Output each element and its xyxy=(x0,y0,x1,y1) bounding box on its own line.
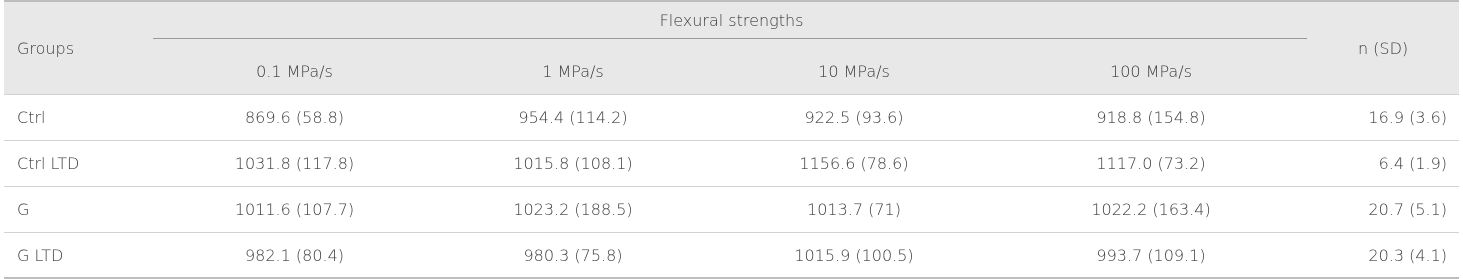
n-cell: 6.4 (1.9) xyxy=(1307,141,1459,187)
value-cell: 1015.8 (108.1) xyxy=(433,141,713,187)
table-header xyxy=(4,1,1459,95)
value-cell: 1015.9 (100.5) xyxy=(713,233,995,279)
n-cell: 16.9 (3.6) xyxy=(1307,95,1459,141)
data-table-container xyxy=(4,0,1459,279)
group-cell: G LTD xyxy=(4,233,156,279)
value-cell: 980.3 (75.8) xyxy=(433,233,713,279)
n-sd-column-header: n (SD) xyxy=(1307,1,1459,95)
value-cell: 1023.2 (188.5) xyxy=(433,187,713,233)
value-cell: 869.6 (58.8) xyxy=(156,95,433,141)
value-cell: 1013.7 (71) xyxy=(713,187,995,233)
table-row xyxy=(4,95,1459,141)
rate-header-2: 10 MPa/s xyxy=(713,48,995,95)
group-cell: G xyxy=(4,187,156,233)
spanner-label: Flexural strengths xyxy=(659,11,804,30)
value-cell: 1031.8 (117.8) xyxy=(156,141,433,187)
value-cell: 993.7 (109.1) xyxy=(995,233,1307,279)
rate-header-1: 1 MPa/s xyxy=(433,48,713,95)
n-cell: 20.3 (4.1) xyxy=(1307,233,1459,279)
rate-header-3: 100 MPa/s xyxy=(995,48,1307,95)
flexural-strength-table xyxy=(4,0,1459,279)
group-cell: Ctrl xyxy=(4,95,156,141)
groups-column-header: Groups xyxy=(4,1,156,95)
spanner-rule xyxy=(153,38,1310,39)
group-cell: Ctrl LTD xyxy=(4,141,156,187)
table-row xyxy=(4,141,1459,187)
value-cell: 922.5 (93.6) xyxy=(713,95,995,141)
value-cell: 1011.6 (107.7) xyxy=(156,187,433,233)
table-row xyxy=(4,187,1459,233)
value-cell: 1156.6 (78.6) xyxy=(713,141,995,187)
rate-header-0: 0.1 MPa/s xyxy=(156,48,433,95)
value-cell: 918.8 (154.8) xyxy=(995,95,1307,141)
header-row-top xyxy=(4,1,1459,48)
table-row xyxy=(4,233,1459,279)
table-body xyxy=(4,95,1459,279)
n-cell: 20.7 (5.1) xyxy=(1307,187,1459,233)
value-cell: 982.1 (80.4) xyxy=(156,233,433,279)
header-row-rates xyxy=(4,48,1459,95)
flexural-strengths-spanner xyxy=(156,1,1307,48)
value-cell: 1117.0 (73.2) xyxy=(995,141,1307,187)
value-cell: 954.4 (114.2) xyxy=(433,95,713,141)
value-cell: 1022.2 (163.4) xyxy=(995,187,1307,233)
